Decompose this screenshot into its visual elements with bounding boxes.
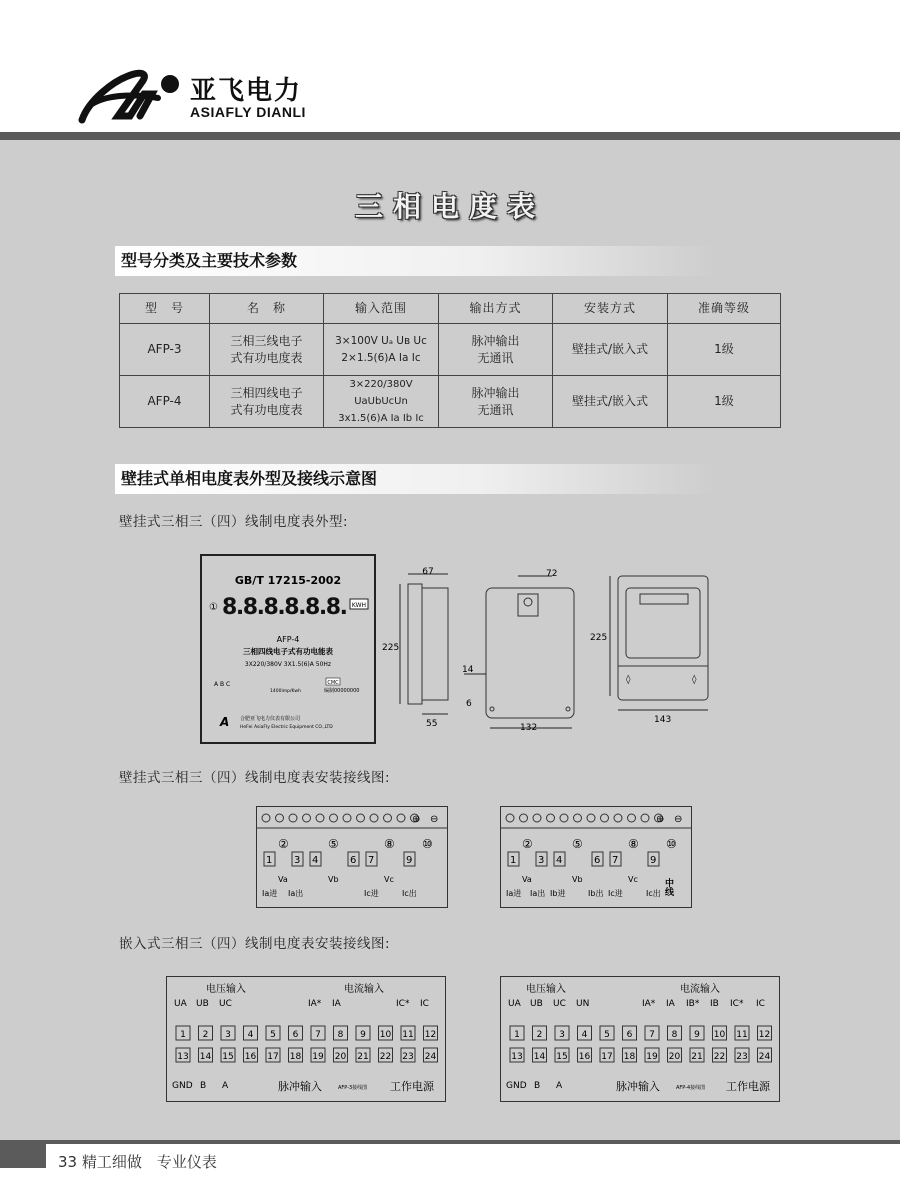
el-label: IC* (396, 999, 410, 1009)
meter-standard: GB/T 17215-2002 (234, 574, 342, 587)
minus-terminal-icon: ⊖ (674, 814, 683, 825)
embed-wiring-afp4 (500, 976, 780, 1102)
footer-divider (0, 1140, 900, 1144)
dim-back-top: 72 (546, 569, 558, 579)
terminal-row-top (176, 1026, 438, 1040)
terminal-number: 12 (424, 1030, 437, 1040)
terminal-number: 18 (623, 1052, 636, 1062)
wl-box: 3 (294, 855, 301, 866)
wr-mid: Vb (572, 875, 583, 884)
wl-box: 7 (368, 855, 375, 866)
meter-model: AFP-4 (276, 635, 300, 644)
wr-bottom: Ic进 (608, 889, 623, 898)
er-label: IA* (642, 999, 656, 1009)
wr-neutral: 中线 (663, 878, 673, 896)
caption-embed-wiring: 嵌入式三相三（四）线制电度表安装接线图: (119, 936, 391, 952)
terminal-number: 24 (758, 1052, 771, 1062)
wl-circled: ⑩ (422, 837, 433, 851)
wr-bottom: Ia出 (530, 889, 546, 898)
cell-name (210, 324, 324, 376)
terminal-number: 21 (357, 1052, 369, 1062)
er-power: 工作电源 (726, 1080, 770, 1093)
meter-company-cn: 合肥亚飞电力仪表有限公司 (240, 716, 301, 722)
wr-box: 6 (594, 855, 601, 866)
meter-pulse: 1400imp/Kwh (270, 689, 301, 694)
terminal-screw-icon (628, 814, 636, 822)
meter-unit: KWH (351, 602, 367, 609)
el-label: IA* (308, 999, 322, 1009)
name-line: 三相三线电子 (230, 333, 303, 348)
plus-terminal-icon: ⊕ (412, 814, 421, 825)
header-input: 输入范围 (324, 294, 439, 324)
wr-circled: ⑧ (628, 837, 639, 851)
dim-side-depth: 55 (426, 719, 438, 729)
terminal-number: 12 (758, 1030, 771, 1040)
er-bottom: A (556, 1081, 563, 1091)
cell-model: AFP-4 (120, 376, 210, 428)
terminal-number: 4 (247, 1030, 254, 1040)
terminal-number: 7 (649, 1030, 655, 1040)
terminal-number: 24 (424, 1052, 437, 1062)
input-line: 2×1.5(6)A Ia Ic (341, 351, 421, 364)
er-label: UC (553, 999, 566, 1009)
terminal-screw-icon (357, 814, 365, 822)
er-label: IA (666, 999, 675, 1009)
header-output: 输出方式 (439, 294, 553, 324)
plus-terminal-icon: ⊕ (656, 814, 665, 825)
terminal-screw-icon (343, 814, 351, 822)
meter-serial: 编制00000000 (324, 688, 360, 694)
terminal-number: 20 (334, 1052, 347, 1062)
terminal-screw-icon (614, 814, 622, 822)
cell-model: AFP-3 (120, 324, 210, 376)
terminal-number: 22 (379, 1052, 392, 1062)
wl-box: 4 (312, 855, 319, 866)
terminal-number: 11 (736, 1030, 748, 1040)
el-power: 工作电源 (390, 1080, 434, 1093)
terminal-number: 16 (578, 1052, 591, 1062)
meter-front-drawing (200, 554, 376, 744)
terminal-number: 2 (536, 1030, 543, 1040)
top-divider (0, 132, 900, 140)
dim-back-width: 132 (520, 723, 538, 733)
er-label: IC* (730, 999, 744, 1009)
wr-mid: Va (522, 875, 532, 884)
output-line: 无通讯 (477, 402, 514, 417)
el-label: UC (219, 999, 232, 1009)
el-label: UA (174, 999, 187, 1009)
er-bottom: GND (506, 1081, 527, 1091)
wl-circled: ⑧ (384, 837, 395, 851)
header-name: 名 称 (210, 294, 324, 324)
meter-name: 三相四线电子式有功电能表 (243, 647, 333, 656)
terminal-dots (506, 814, 682, 825)
terminal-screw-icon (262, 814, 270, 822)
meter-outline-drawing (586, 570, 716, 730)
dim-side-height: 225 (382, 643, 400, 653)
brand-name-en: ASIAFLY DIANLI (190, 104, 306, 120)
terminal-number: 6 (292, 1030, 299, 1040)
meter-side-drawing (378, 566, 458, 736)
wr-bottom: Ib进 (550, 889, 566, 898)
er-label: UB (530, 999, 543, 1009)
wl-circled: ② (278, 837, 289, 851)
terminal-number: 5 (604, 1030, 610, 1040)
meter-back-drawing (460, 564, 580, 736)
cell-accuracy: 1级 (668, 376, 781, 428)
wr-mid: Vc (628, 875, 638, 884)
wl-mid: Va (278, 875, 288, 884)
terminal-screw-icon (587, 814, 595, 822)
terminal-number: 21 (691, 1052, 703, 1062)
el-label: UB (196, 999, 209, 1009)
terminal-number: 16 (244, 1052, 257, 1062)
table-row (120, 376, 781, 428)
el-label: IC (420, 999, 429, 1009)
el-group2: 电流输入 (344, 984, 384, 995)
terminal-number: 8 (671, 1030, 678, 1040)
er-bottom: B (534, 1081, 541, 1091)
el-bottom: GND (172, 1081, 193, 1091)
terminal-number: 2 (202, 1030, 209, 1040)
terminal-number: 15 (556, 1052, 568, 1062)
cell-output (439, 324, 553, 376)
wall-wiring-afp4 (500, 806, 692, 908)
terminal-number: 11 (402, 1030, 414, 1040)
wr-circled: ⑤ (572, 837, 583, 851)
section-title-diagrams: 壁挂式单相电度表外型及接线示意图 (115, 464, 715, 494)
name-line: 三相四线电子 (230, 385, 303, 400)
wl-bottom: Ia出 (288, 889, 304, 898)
footer-text (58, 1151, 217, 1172)
input-line: 3×100V Uₐ Uʙ Uc (335, 334, 427, 347)
terminal-number: 4 (581, 1030, 588, 1040)
header-accuracy: 准确等级 (668, 294, 781, 324)
input-line: 3x1.5(6)A Ia Ib Ic (338, 413, 424, 424)
dim-back-6: 6 (466, 699, 472, 709)
wl-mid: Vb (328, 875, 339, 884)
terminal-number: 9 (360, 1030, 366, 1040)
terminal-number: 3 (225, 1030, 231, 1040)
terminal-number: 14 (199, 1052, 212, 1062)
brand-name-cn: 亚飞电力 (190, 76, 303, 106)
wl-bottom: Ia进 (262, 889, 278, 898)
wr-box: 1 (510, 855, 517, 866)
terminal-number: 19 (646, 1052, 658, 1062)
wl-box: 6 (350, 855, 357, 866)
el-bottom: B (200, 1081, 207, 1091)
er-group2: 电流输入 (680, 984, 720, 995)
meter-company-en: HeFei AsiaFly Electric Equipment CO.,LTD (240, 725, 333, 730)
spec-table (119, 293, 781, 428)
wl-box: 1 (266, 855, 273, 866)
wr-circled: ② (522, 837, 533, 851)
wr-bottom: Ic出 (646, 889, 661, 898)
terminal-number: 13 (177, 1052, 189, 1062)
er-label: UA (508, 999, 521, 1009)
terminal-screw-icon (316, 814, 324, 822)
er-label: UN (576, 999, 590, 1009)
caption-wall-wiring: 壁挂式三相三（四）线制电度表安装接线图: (119, 770, 391, 786)
dim-front-width: 143 (654, 715, 672, 725)
cell-input (324, 324, 439, 376)
terminal-number: 20 (668, 1052, 681, 1062)
terminal-number: 7 (315, 1030, 321, 1040)
terminal-screw-icon (303, 814, 311, 822)
input-line: 3×220/380V UaUbUcUn (349, 379, 413, 407)
terminal-number: 8 (337, 1030, 344, 1040)
dim-front-height: 225 (590, 633, 608, 643)
el-group1: 电压输入 (206, 984, 246, 995)
cell-output (439, 376, 553, 428)
minus-terminal-icon: ⊖ (430, 814, 439, 825)
name-line: 式有功电度表 (230, 350, 303, 365)
terminal-screw-icon (384, 814, 392, 822)
wl-circled: ⑤ (328, 837, 339, 851)
er-label: IB* (686, 999, 700, 1009)
meter-rating: 3X220/380V 3X1.5(6)A 50Hz (244, 661, 332, 668)
wl-bottom: Ic进 (364, 889, 379, 898)
er-model-tag: AFP-4接线图 (676, 1085, 706, 1091)
output-line: 脉冲输出 (471, 385, 520, 400)
terminal-number: 1 (514, 1030, 520, 1040)
terminal-screw-icon (574, 814, 582, 822)
dim-back-14: 14 (462, 665, 474, 675)
section-title-specs: 型号分类及主要技术参数 (115, 246, 715, 276)
cell-accuracy: 1级 (668, 324, 781, 376)
terminal-number: 17 (601, 1052, 613, 1062)
terminal-number: 23 (736, 1052, 748, 1062)
caption-outline: 壁挂式三相三（四）线制电度表外型: (119, 514, 349, 530)
terminal-screw-icon (520, 814, 528, 822)
terminal-number: 10 (379, 1030, 392, 1040)
terminal-screw-icon (506, 814, 514, 822)
terminal-screw-icon (330, 814, 338, 822)
terminal-number: 23 (402, 1052, 414, 1062)
meter-digits: 8.8.8.8.8.8. (222, 595, 348, 620)
el-model-tag: AFP-3接线图 (338, 1085, 368, 1091)
terminal-number: 13 (511, 1052, 523, 1062)
er-label: IB (710, 999, 719, 1009)
el-label: IA (332, 999, 341, 1009)
wr-bottom: Ib出 (588, 889, 604, 898)
terminal-screw-icon (601, 814, 609, 822)
name-line: 式有功电度表 (230, 402, 303, 417)
terminal-screw-icon (560, 814, 568, 822)
terminal-number: 15 (222, 1052, 234, 1062)
wr-box: 3 (538, 855, 545, 866)
terminal-screw-icon (547, 814, 555, 822)
page-number: 33 (58, 1153, 78, 1171)
er-group1: 电压输入 (526, 984, 566, 995)
terminal-number: 1 (180, 1030, 186, 1040)
table-header-row (120, 294, 781, 324)
terminal-number: 9 (694, 1030, 700, 1040)
wr-circled: ⑩ (666, 837, 677, 851)
cell-name (210, 376, 324, 428)
terminal-screw-icon (641, 814, 649, 822)
header-install: 安装方式 (553, 294, 668, 324)
wr-box: 9 (650, 855, 657, 866)
el-bottom: A (222, 1081, 229, 1091)
terminal-screw-icon (397, 814, 405, 822)
wl-bottom: Ic出 (402, 889, 417, 898)
terminal-number: 10 (713, 1030, 726, 1040)
terminal-number: 14 (533, 1052, 546, 1062)
terminal-screw-icon (533, 814, 541, 822)
wr-box: 4 (556, 855, 563, 866)
table-row (120, 324, 781, 376)
terminal-number: 6 (626, 1030, 633, 1040)
asiafly-logo-icon (78, 66, 183, 124)
footer-block (0, 1144, 46, 1168)
footer-slogan: 精工细做 专业仪表 (81, 1153, 217, 1171)
wr-box: 7 (612, 855, 619, 866)
seal-left-icon: ◊ (626, 675, 631, 685)
output-line: 脉冲输出 (471, 333, 520, 348)
meter-cmc: CMC (327, 680, 339, 686)
er-label: IC (756, 999, 765, 1009)
seal-right-icon: ◊ (692, 675, 697, 685)
wr-bottom: Ia进 (506, 889, 522, 898)
terminal-screw-icon (289, 814, 297, 822)
wl-box: 9 (406, 855, 413, 866)
page-header (0, 0, 900, 132)
terminal-row-top (510, 1026, 772, 1040)
terminal-number: 17 (267, 1052, 279, 1062)
output-line: 无通讯 (477, 350, 514, 365)
wl-mid: Vc (384, 875, 394, 884)
terminal-screw-icon (370, 814, 378, 822)
terminal-row-bottom (510, 1048, 772, 1062)
terminal-row-bottom (176, 1048, 438, 1062)
embed-wiring-afp3 (166, 976, 446, 1102)
terminal-screw-icon (276, 814, 284, 822)
cell-install: 壁挂式/嵌入式 (553, 376, 668, 428)
cell-install: 壁挂式/嵌入式 (553, 324, 668, 376)
terminal-number: 22 (713, 1052, 726, 1062)
cell-input (324, 376, 439, 428)
terminal-number: 18 (289, 1052, 302, 1062)
meter-phase-leds: A B C (214, 681, 231, 688)
el-pulse: 脉冲输入 (278, 1080, 322, 1093)
er-pulse: 脉冲输入 (616, 1080, 660, 1093)
meter-led-icon: ① (209, 602, 218, 613)
terminal-number: 3 (559, 1030, 565, 1040)
terminal-number: 5 (270, 1030, 276, 1040)
terminal-dots (262, 814, 438, 825)
terminal-number: 19 (312, 1052, 324, 1062)
header-model: 型 号 (120, 294, 210, 324)
page-title: 三相电度表 (354, 190, 545, 223)
wall-wiring-afp3 (256, 806, 448, 908)
dim-side-width: 67 (422, 567, 434, 577)
meter-logo-icon: A (220, 715, 230, 729)
